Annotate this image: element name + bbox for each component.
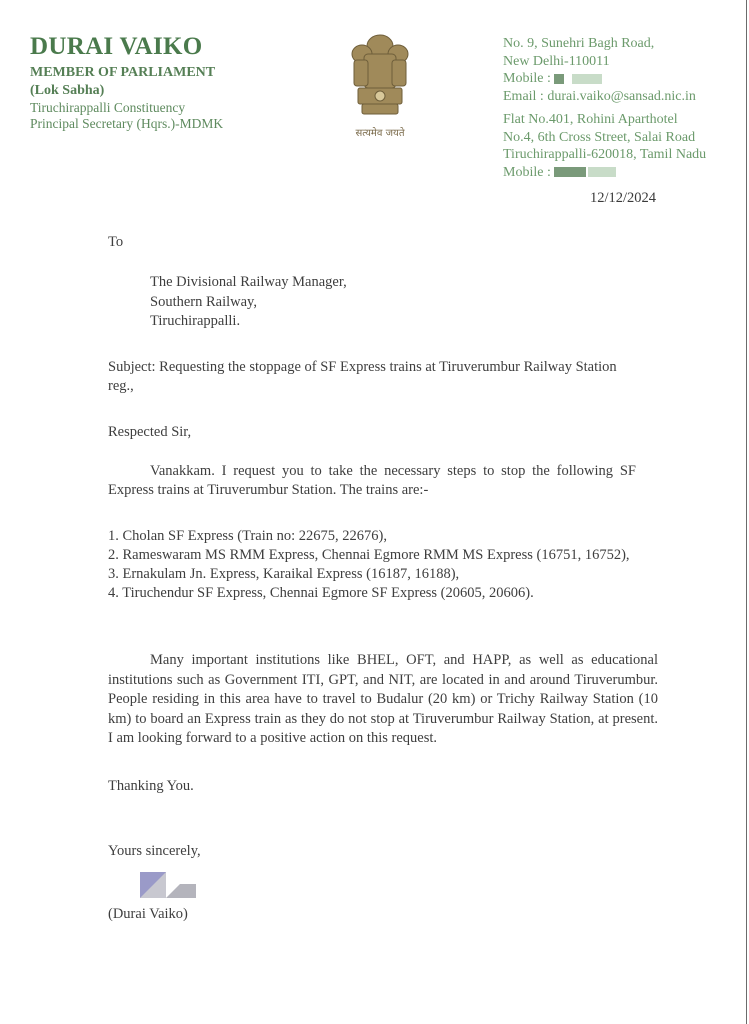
redacted-signature-icon [122, 870, 202, 900]
trichy-address-line2: No.4, 6th Cross Street, Salai Road [503, 129, 696, 145]
sender-constituency: Tiruchirappalli Constituency [30, 100, 186, 115]
signee-name: (Durai Vaiko) [108, 906, 188, 922]
intro-paragraph: Vanakkam. I request you to take the necessary steps to stop the following SF Express trains at Tiruverumbur Station. The trains are:- [108, 463, 636, 498]
sender-position: Principal Secretary (Hqrs.)-MDMK [30, 116, 224, 131]
letterhead-sender [30, 33, 223, 132]
delhi-mobile [503, 70, 706, 88]
emblem-motto: सत्यमेव जयते [355, 128, 405, 139]
addressee-line: Southern Railway, [150, 293, 257, 310]
delhi-address-line1: No. 9, Sunehri Bagh Road, [503, 36, 655, 51]
trichy-mobile-label: Mobile : [503, 164, 555, 180]
delhi-email: Email : durai.vaiko@sansad.nic.in [503, 88, 696, 104]
page-edge-line [746, 0, 747, 1024]
closing-line: Yours sincerely, [108, 843, 201, 859]
national-emblem [340, 30, 420, 140]
train-list [108, 527, 648, 603]
addressee-line: The Divisional Railway Manager, [150, 274, 347, 290]
trichy-address [503, 111, 706, 181]
redacted-block [554, 167, 586, 177]
sender-name: DURAI VAIKO [30, 33, 203, 60]
salutation: Respected Sir, [108, 424, 192, 440]
redacted-block [554, 74, 564, 84]
train-list-item: 4. Tiruchendur SF Express, Chennai Egmore SF Express (20605, 20606). [108, 585, 534, 601]
sender-role: MEMBER OF PARLIAMENT [30, 65, 216, 80]
subject-line: Subject: Requesting the stoppage of SF Express trains at Tiruverumbur Railway Station reg., [108, 359, 617, 394]
trichy-address-line3: Tiruchirappalli-620018, Tamil Nadu [503, 147, 707, 162]
train-list-item: 2. Rameswaram MS RMM Express, Chennai Egmore RMM MS Express (16751, 16752), [108, 547, 630, 563]
delhi-address [503, 35, 706, 105]
trichy-address-line1: Flat No.401, Rohini Aparthotel [503, 112, 678, 127]
addressee [150, 273, 347, 332]
train-list-item: 3. Ernakulam Jn. Express, Karaikal Express (16187, 16188), [108, 566, 460, 582]
redacted-block [588, 167, 616, 177]
addressee-line: Tiruchirappalli. [150, 313, 241, 329]
justification-paragraph: Many important institutions like BHEL, OFT, and HAPP, as well as educational institutions such as Government ITI, GPT, and NIT, are located in and around Tiruverumbur. People residing in this area have to travel to Budalur (20 km) or Trichy Railway Station (10 km) to board an Express train as they do not stop at Tiruverumbur Railway Station, at present. I am looking forward to a positive action on this request. [108, 652, 658, 746]
train-list-item: 1. Cholan SF Express (Train no: 22675, 22676), [108, 528, 387, 544]
redacted-block [572, 74, 602, 84]
to-label: To [108, 234, 124, 250]
letterhead-addresses [503, 35, 706, 181]
trichy-mobile [503, 164, 706, 182]
sender-house: (Lok Sabha) [30, 83, 105, 98]
letter-date: 12/12/2024 [590, 190, 657, 206]
national-emblem-icon [340, 30, 420, 125]
delhi-mobile-label: Mobile : [503, 71, 555, 86]
thanks-line: Thanking You. [108, 778, 194, 794]
delhi-address-line2: New Delhi-110011 [503, 53, 610, 69]
